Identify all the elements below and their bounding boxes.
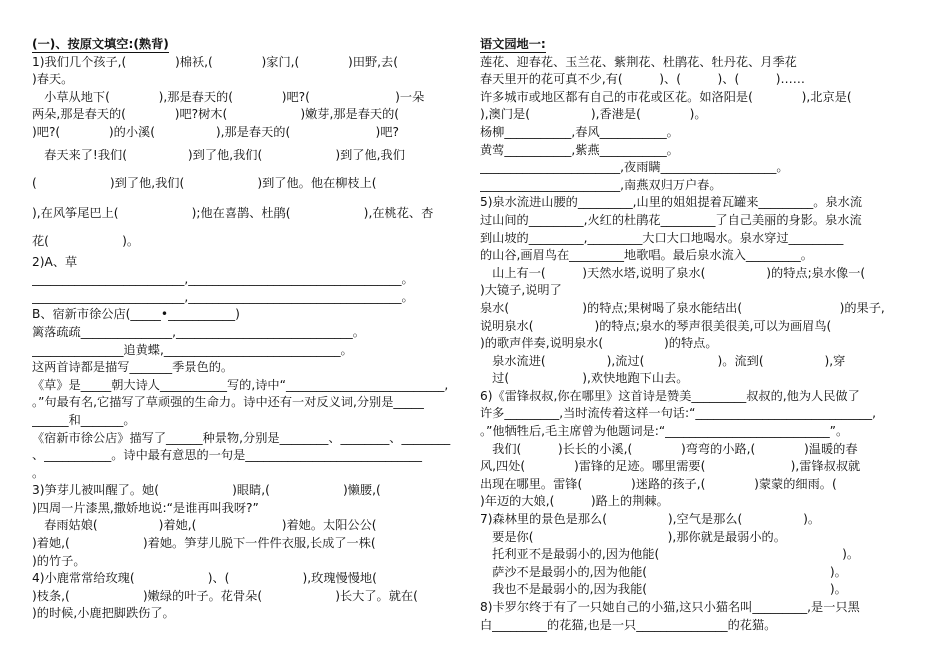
text-line: 1)我们几个孩子,( )棉袄,( )家门,( )田野,去( (32, 54, 398, 69)
text-line: )吧?( )的小溪( ),那是春天的( )吧? (32, 124, 399, 139)
text-line: )枝条,( )嫩绿的叶子。花骨朵( )长大了。就在( (32, 588, 418, 603)
text-line: 8)卡罗尔终于有了一只她自己的小猫,这只小猫名叫_________,是一只黑 (480, 600, 860, 614)
text-line: 《宿新市徐公店》描写了______种景物,分别是________、________、________ (32, 430, 451, 445)
left-heading: (一)、按原文填空:(熟背) (32, 37, 169, 51)
text-line: ______和_______。 (32, 412, 136, 427)
text-line: 。”他牺牲后,毛主席曾为他题词是:“___________________________”。 (480, 424, 849, 439)
text-line: 我也不是最弱小的,因为我能( )。 (480, 582, 847, 597)
text-line: )四周一片漆黑,撒娇地说:“是谁再叫我呀?” (32, 500, 259, 515)
text-line: 两朵,那是春天的( )吧?树木( )嫩芽,那是春天的( (32, 107, 400, 122)
text-line: 5)泉水流进山腰的_________,山里的姐姐提着瓦罐来_________。泉水流 (480, 195, 863, 210)
text-line: 6)《雷锋叔叔,你在哪里》这首诗是赞美_________叔叔的,他为人民做了 (480, 388, 860, 403)
text-line: 4)小鹿常常给玫瑰( )、( ),玫瑰慢慢地( (32, 571, 377, 586)
text-line: ),澳门是( ),香港是( )。 (480, 107, 707, 122)
text-line: 2)A、草 (32, 254, 78, 269)
text-line: _________________________,___________________________________。 (32, 272, 414, 287)
text-line: )的竹子。 (32, 553, 86, 568)
text-line: 莲花、迎春花、玉兰花、紫荆花、杜鹃花、牡丹花、月季花 (480, 54, 797, 69)
text-line: )春天。 (32, 72, 74, 87)
text-line: )年迈的大娘,( )路上的荆棘。 (480, 494, 669, 509)
text-line: 托利亚不是最弱小的,因为他能( )。 (480, 547, 860, 562)
text-line: 7)森林里的景色是那么( ),空气是那么( )。 (480, 512, 821, 527)
text-line: 这两首诗都是描写_______季景色的。 (32, 360, 234, 375)
text-line: 说明泉水( )的特点;泉水的琴声很美很美,可以为画眉鸟( (480, 318, 832, 333)
text-line: _______________________,南燕双归万户春。 (480, 177, 722, 192)
text-line: 《草》是_____朝大诗人___________写的,诗中“__________________________, (32, 377, 449, 392)
text-line: )的歌声伴奏,说明泉水( )的特点。 (480, 336, 718, 351)
text-line: _________________________,___________________________________。 (32, 289, 414, 304)
text-line: _______________________,夜雨瞒___________________。 (480, 160, 789, 175)
text-line: )大镜子,说明了 (480, 283, 562, 298)
text-line: 杨柳___________,春风___________。 (480, 124, 679, 139)
text-line: 泉水流进( ),流过( )。流到( ),穿 (480, 353, 846, 368)
text-line: 。”句最有名,它描写了草顽强的生命力。诗中还有一对反义词,分别是_____ (32, 395, 424, 410)
text-line: 春雨姑娘( )着她,( )着她。太阳公公( (32, 518, 377, 533)
text-line: 风,四处( )雷锋的足迹。哪里需要( ),雷锋叔叔就 (480, 459, 861, 474)
text-line: 白_________的花猫,也是一只_______________的花猫。 (480, 617, 777, 632)
text-line: ),在风筝尾巴上( );他在喜鹊、杜鹃( ),在桃花、杏 (32, 205, 434, 220)
right-column (480, 36, 922, 634)
text-line: 篱落疏疏_______________,_____________________________。 (32, 324, 365, 339)
text-line: 过山间的_________,火红的杜鹃花_________了自己美丽的身影。泉水流 (480, 212, 862, 227)
text-line: B、宿新市徐公店(_____•___________) (32, 307, 240, 322)
text-line: 黄莺___________,紫燕___________。 (480, 142, 679, 157)
text-line: 萨沙不是最弱小的,因为他能( )。 (480, 564, 847, 579)
right-heading: 语文园地一: (480, 37, 546, 51)
text-line: 过( ),欢快地跑下山去。 (480, 371, 689, 386)
text-line: 出现在哪里。雷锋( )迷路的孩子,( )蒙蒙的细雨。( (480, 476, 837, 491)
text-line: _______________追黄蝶,_____________________________。 (32, 342, 353, 357)
text-line: 春天来了!我们( )到了他,我们( )到了他,我们 (32, 147, 405, 162)
text-line: 许多_________,当时流传着这样一句话:“_____________________________, (480, 406, 876, 421)
text-line: 要是你( ),那你就是最弱小的。 (480, 529, 786, 544)
text-line: )的时候,小鹿把脚跌伤了。 (32, 606, 175, 621)
text-line: 许多城市或地区都有自己的市花或区花。如洛阳是( ),北京是( (480, 89, 852, 104)
text-line: 泉水( )的特点;果树喝了泉水能结出( )的果子, (480, 300, 885, 315)
text-line: 春天里开的花可真不少,有( )、( )、( )…… (480, 72, 805, 87)
text-line: 、___________。诗中最有意思的一句是_____________________________ (32, 448, 422, 463)
text-line: 山上有一( )天然水塔,说明了泉水( )的特点;泉水像一( (480, 265, 866, 280)
text-line: 花( )。 (32, 233, 140, 248)
text-line: ( )到了他,我们( )到了他。他在柳枝上( (32, 175, 377, 190)
text-line: )着她,( )着她。笋芽儿脱下一件件衣服,长成了一株( (32, 536, 376, 551)
text-line: 我们( )长长的小溪,( )弯弯的小路,( )温暖的春 (480, 441, 858, 456)
text-line: 3)笋芽儿被叫醒了。她( )眼睛,( )懒腰,( (32, 483, 381, 498)
left-column (32, 36, 478, 623)
text-line: 到山坡的_________,_________大口大口地喝水。泉水穿过_________ (480, 230, 844, 245)
text-line: 小草从地下( ),那是春天的( )吧?( )一朵 (32, 89, 425, 104)
text-line: 的山谷,画眉鸟在_________地歌唱。最后泉水流入_________。 (480, 248, 813, 263)
text-line: 。 (32, 465, 45, 480)
